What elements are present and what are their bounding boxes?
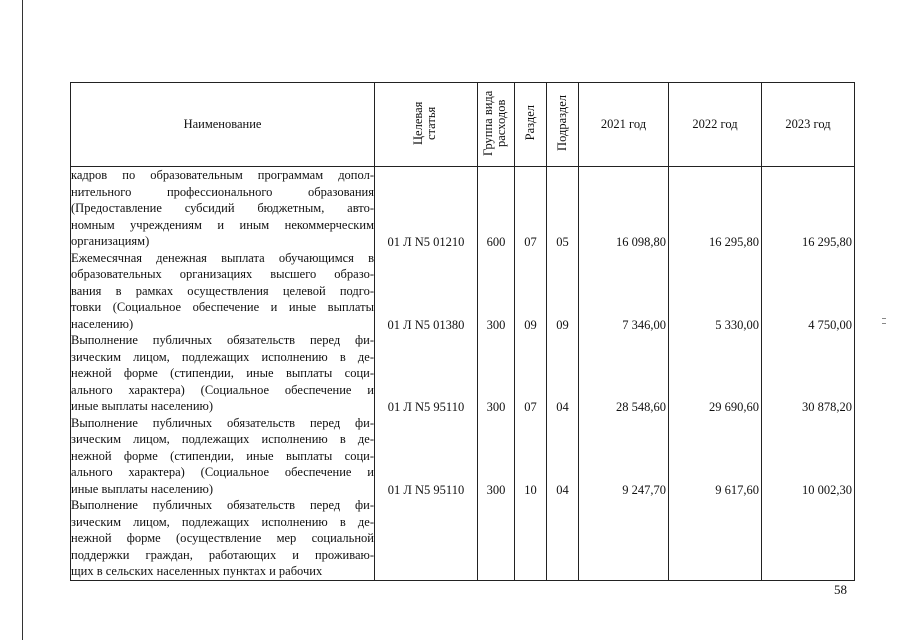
row-name <box>71 167 374 250</box>
budget-table <box>70 82 855 581</box>
subsection-column <box>547 167 579 581</box>
y2022-column <box>669 167 762 581</box>
scan-mark <box>882 318 886 319</box>
cell-y2023: 10 002,30 <box>802 482 852 497</box>
cell-section: 09 <box>524 317 537 332</box>
name-line: (Предоставление субсидий бюджетным, авто- <box>71 201 374 215</box>
name-line: ального характера) (Социальное обеспечение и <box>71 465 374 479</box>
row-name <box>71 332 374 415</box>
cell-section: 10 <box>524 482 537 497</box>
cell-subsection: 04 <box>556 400 569 414</box>
row-name <box>71 415 374 498</box>
header-name: Наименование <box>71 83 375 167</box>
cell-y2023: 30 878,20 <box>802 400 852 414</box>
row-name <box>71 250 374 333</box>
cell-y2021: 7 346,00 <box>622 317 666 332</box>
cell-target: 01 Л N5 01380 <box>387 317 465 332</box>
cell-subsection: 05 <box>556 235 569 249</box>
name-line: Ежемесячная денежная выплата обучающимся в <box>71 250 374 265</box>
expense-group-column <box>478 167 515 581</box>
name-line: нежной форме (стипендии, иные выплаты соци- <box>71 448 374 463</box>
table-header-row <box>71 83 855 167</box>
name-line: поддержки граждан, работающих и проживаю- <box>71 547 374 562</box>
name-line: нительного профессионального образования <box>71 184 374 199</box>
name-column <box>71 167 375 581</box>
scan-mark <box>882 323 886 324</box>
cell-y2023: 4 750,00 <box>808 317 852 332</box>
name-line: кадров по образовательным программам допол- <box>71 168 374 182</box>
name-line: Выполнение публичных обязательств перед фи- <box>71 333 374 347</box>
cell-target: 01 Л N5 01210 <box>387 235 465 249</box>
cell-section: 07 <box>524 400 537 414</box>
name-line: населению) <box>71 316 134 331</box>
cell-y2021: 9 247,70 <box>622 482 666 497</box>
name-line: организациям) <box>71 234 150 248</box>
name-line: зическим лицом, подлежащих исполнению в де- <box>71 514 374 529</box>
page-left-edge <box>22 0 23 640</box>
header-2022: 2022 год <box>669 83 762 167</box>
header-target: Целевая статья <box>375 83 478 167</box>
name-line: нежной форме (стипендии, иные выплаты соци- <box>71 366 374 380</box>
cell-y2022: 16 295,80 <box>709 235 759 249</box>
name-line: вания в рамках осуществления целевой подго- <box>71 283 374 298</box>
row-name <box>71 497 374 580</box>
cell-target: 01 Л N5 95110 <box>387 400 465 414</box>
header-section: Раздел <box>515 83 547 167</box>
section-column <box>515 167 547 581</box>
name-line: иные выплаты населению) <box>71 399 214 413</box>
page-number: 58 <box>834 582 847 597</box>
name-line: иные выплаты населению) <box>71 481 214 496</box>
cell-expense-group: 300 <box>486 400 506 414</box>
name-line: зическим лицом, подлежащих исполнению в де- <box>71 349 374 364</box>
cell-subsection: 09 <box>556 317 569 332</box>
name-line: ального характера) (Социальное обеспечение и <box>71 382 374 397</box>
cell-target: 01 Л N5 95110 <box>387 482 465 497</box>
name-line: зическим лицом, подлежащих исполнению в де- <box>71 432 374 446</box>
name-line: нежной форме (осуществление мер социальной <box>71 531 374 545</box>
name-line: номным учреждениям и иным некоммерческим <box>71 217 374 232</box>
cell-section: 07 <box>524 235 537 249</box>
cell-y2022: 5 330,00 <box>715 317 759 332</box>
table-body-row <box>71 167 855 581</box>
cell-y2023: 16 295,80 <box>802 235 852 249</box>
header-2023: 2023 год <box>762 83 855 167</box>
name-line: образовательных организациях высшего образо- <box>71 267 374 281</box>
cell-expense-group: 300 <box>486 482 506 497</box>
cell-y2022: 9 617,60 <box>715 482 759 497</box>
name-line: товки (Социальное обеспечение и иные выплаты <box>71 300 374 314</box>
cell-expense-group: 300 <box>486 317 506 332</box>
header-2021: 2021 год <box>579 83 669 167</box>
cell-expense-group: 600 <box>486 235 506 249</box>
header-subsection: Подраздел <box>547 83 579 167</box>
name-line: щих в сельских населенных пунктах и рабочих <box>71 564 323 578</box>
cell-y2022: 29 690,60 <box>709 400 759 414</box>
target-column <box>375 167 478 581</box>
name-line: Выполнение публичных обязательств перед фи- <box>71 415 374 430</box>
y2021-column <box>579 167 669 581</box>
header-expense-group: Группа вида расходов <box>478 83 515 167</box>
y2023-column <box>762 167 855 581</box>
name-line: Выполнение публичных обязательств перед фи- <box>71 498 374 512</box>
cell-y2021: 16 098,80 <box>616 235 666 249</box>
cell-subsection: 04 <box>556 482 569 497</box>
cell-y2021: 28 548,60 <box>616 400 666 414</box>
